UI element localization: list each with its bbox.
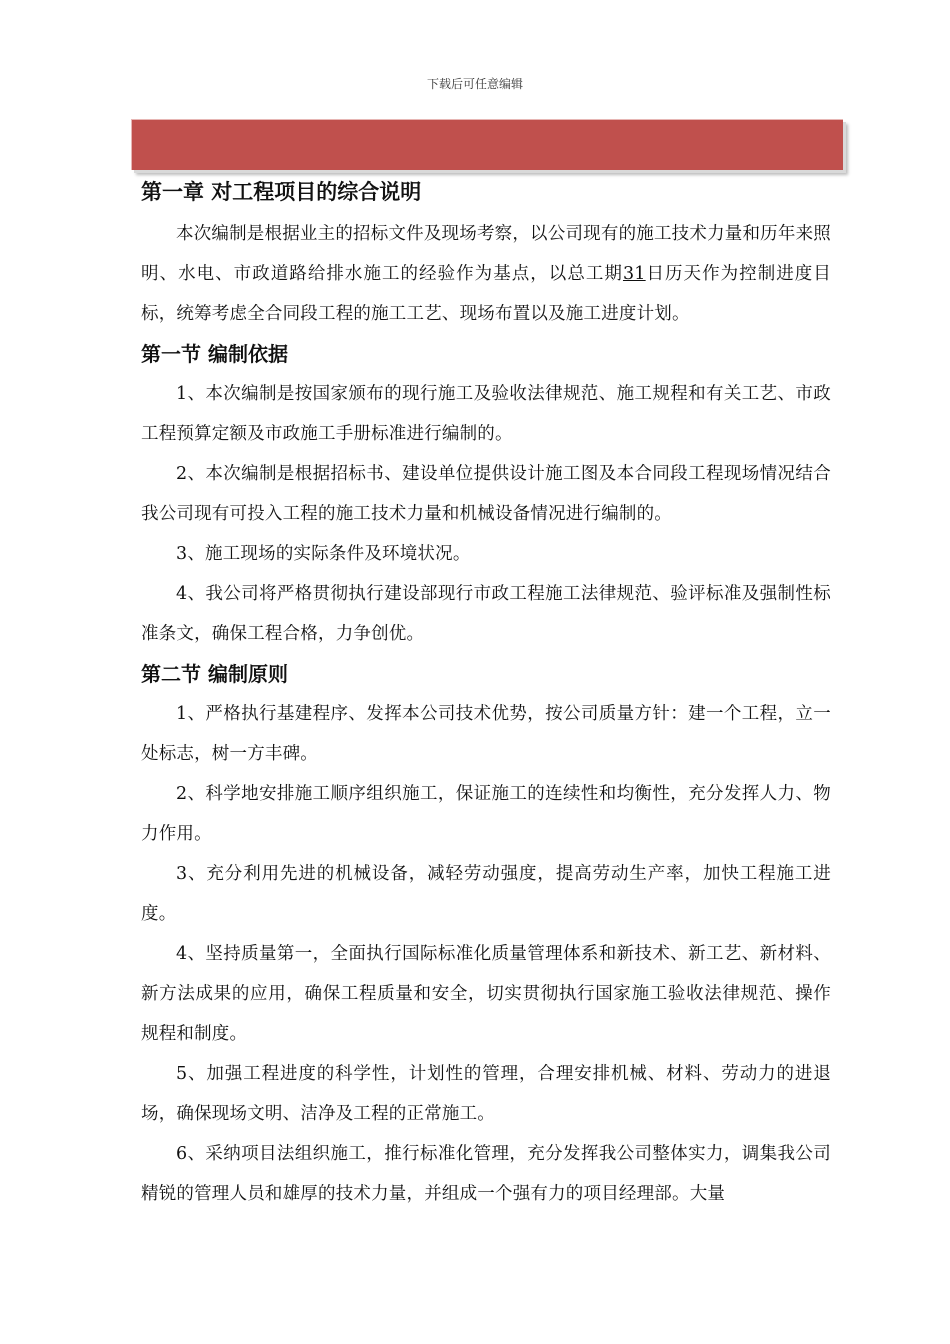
principle-item: 3、充分利用先进的机械设备，减轻劳动强度，提高劳动生产率，加快工程施工进度。 <box>141 864 831 924</box>
document-body <box>141 172 831 1214</box>
intro-text-before: 本次编制是根据业主的招标文件及现场考察，以公司现有的施工技术力量和历年来照明、水电、市政道路给排水施工的经验作为基点，以总工期 <box>141 224 831 284</box>
principle-item: 5、加强工程进度的科学性，计划性的管理，合理安排机械、材料、劳动力的进退场，确保现场文明、洁净及工程的正常施工。 <box>141 1064 831 1124</box>
basis-item: 1、本次编制是按国家颁布的现行施工及验收法律规范、施工规程和有关工艺、市政工程预算定额及市政施工手册标准进行编制的。 <box>141 384 831 444</box>
chapter-banner <box>131 119 843 170</box>
total-duration: 31 <box>622 264 646 284</box>
principle-item: 6、采纳项目法组织施工，推行标准化管理，充分发挥我公司整体实力，调集我公司精锐的管理人员和雄厚的技术力量，并组成一个强有力的项目经理部。大量 <box>141 1144 831 1204</box>
principle-item: 2、科学地安排施工顺序组织施工，保证施工的连续性和均衡性，充分发挥人力、物力作用。 <box>141 784 831 844</box>
intro-paragraph <box>141 214 831 334</box>
basis-item: 4、我公司将严格贯彻执行建设部现行市政工程施工法律规范、验评标准及强制性标准条文，确保工程合格，力争创优。 <box>141 584 831 644</box>
chapter-title: 第一章 对工程项目的综合说明 <box>141 180 422 204</box>
intro-text-after: 日历天作为控制进度目标，统筹考虑全合同段工程的施工工艺、现场布置以及施工进度计划。 <box>141 264 832 324</box>
principle-item: 4、坚持质量第一，全面执行国际标准化质量管理体系和新技术、新工艺、新材料、新方法成果的应用，确保工程质量和安全，切实贯彻执行国家施工验收法律规范、操作规程和制度。 <box>141 944 831 1044</box>
basis-item: 2、本次编制是根据招标书、建设单位提供设计施工图及本合同段工程现场情况结合我公司现有可投入工程的施工技术力量和机械设备情况进行编制的。 <box>141 464 831 524</box>
page-header-note: 下载后可任意编辑 <box>426 77 523 91</box>
principle-item: 1、严格执行基建程序、发挥本公司技术优势，按公司质量方针：建一个工程，立一处标志，树一方丰碑。 <box>141 704 831 764</box>
section-title-principles: 第二节 编制原则 <box>141 662 288 686</box>
basis-item: 3、施工现场的实际条件及环境状况。 <box>176 544 471 564</box>
section-title-basis: 第一节 编制依据 <box>141 342 288 366</box>
